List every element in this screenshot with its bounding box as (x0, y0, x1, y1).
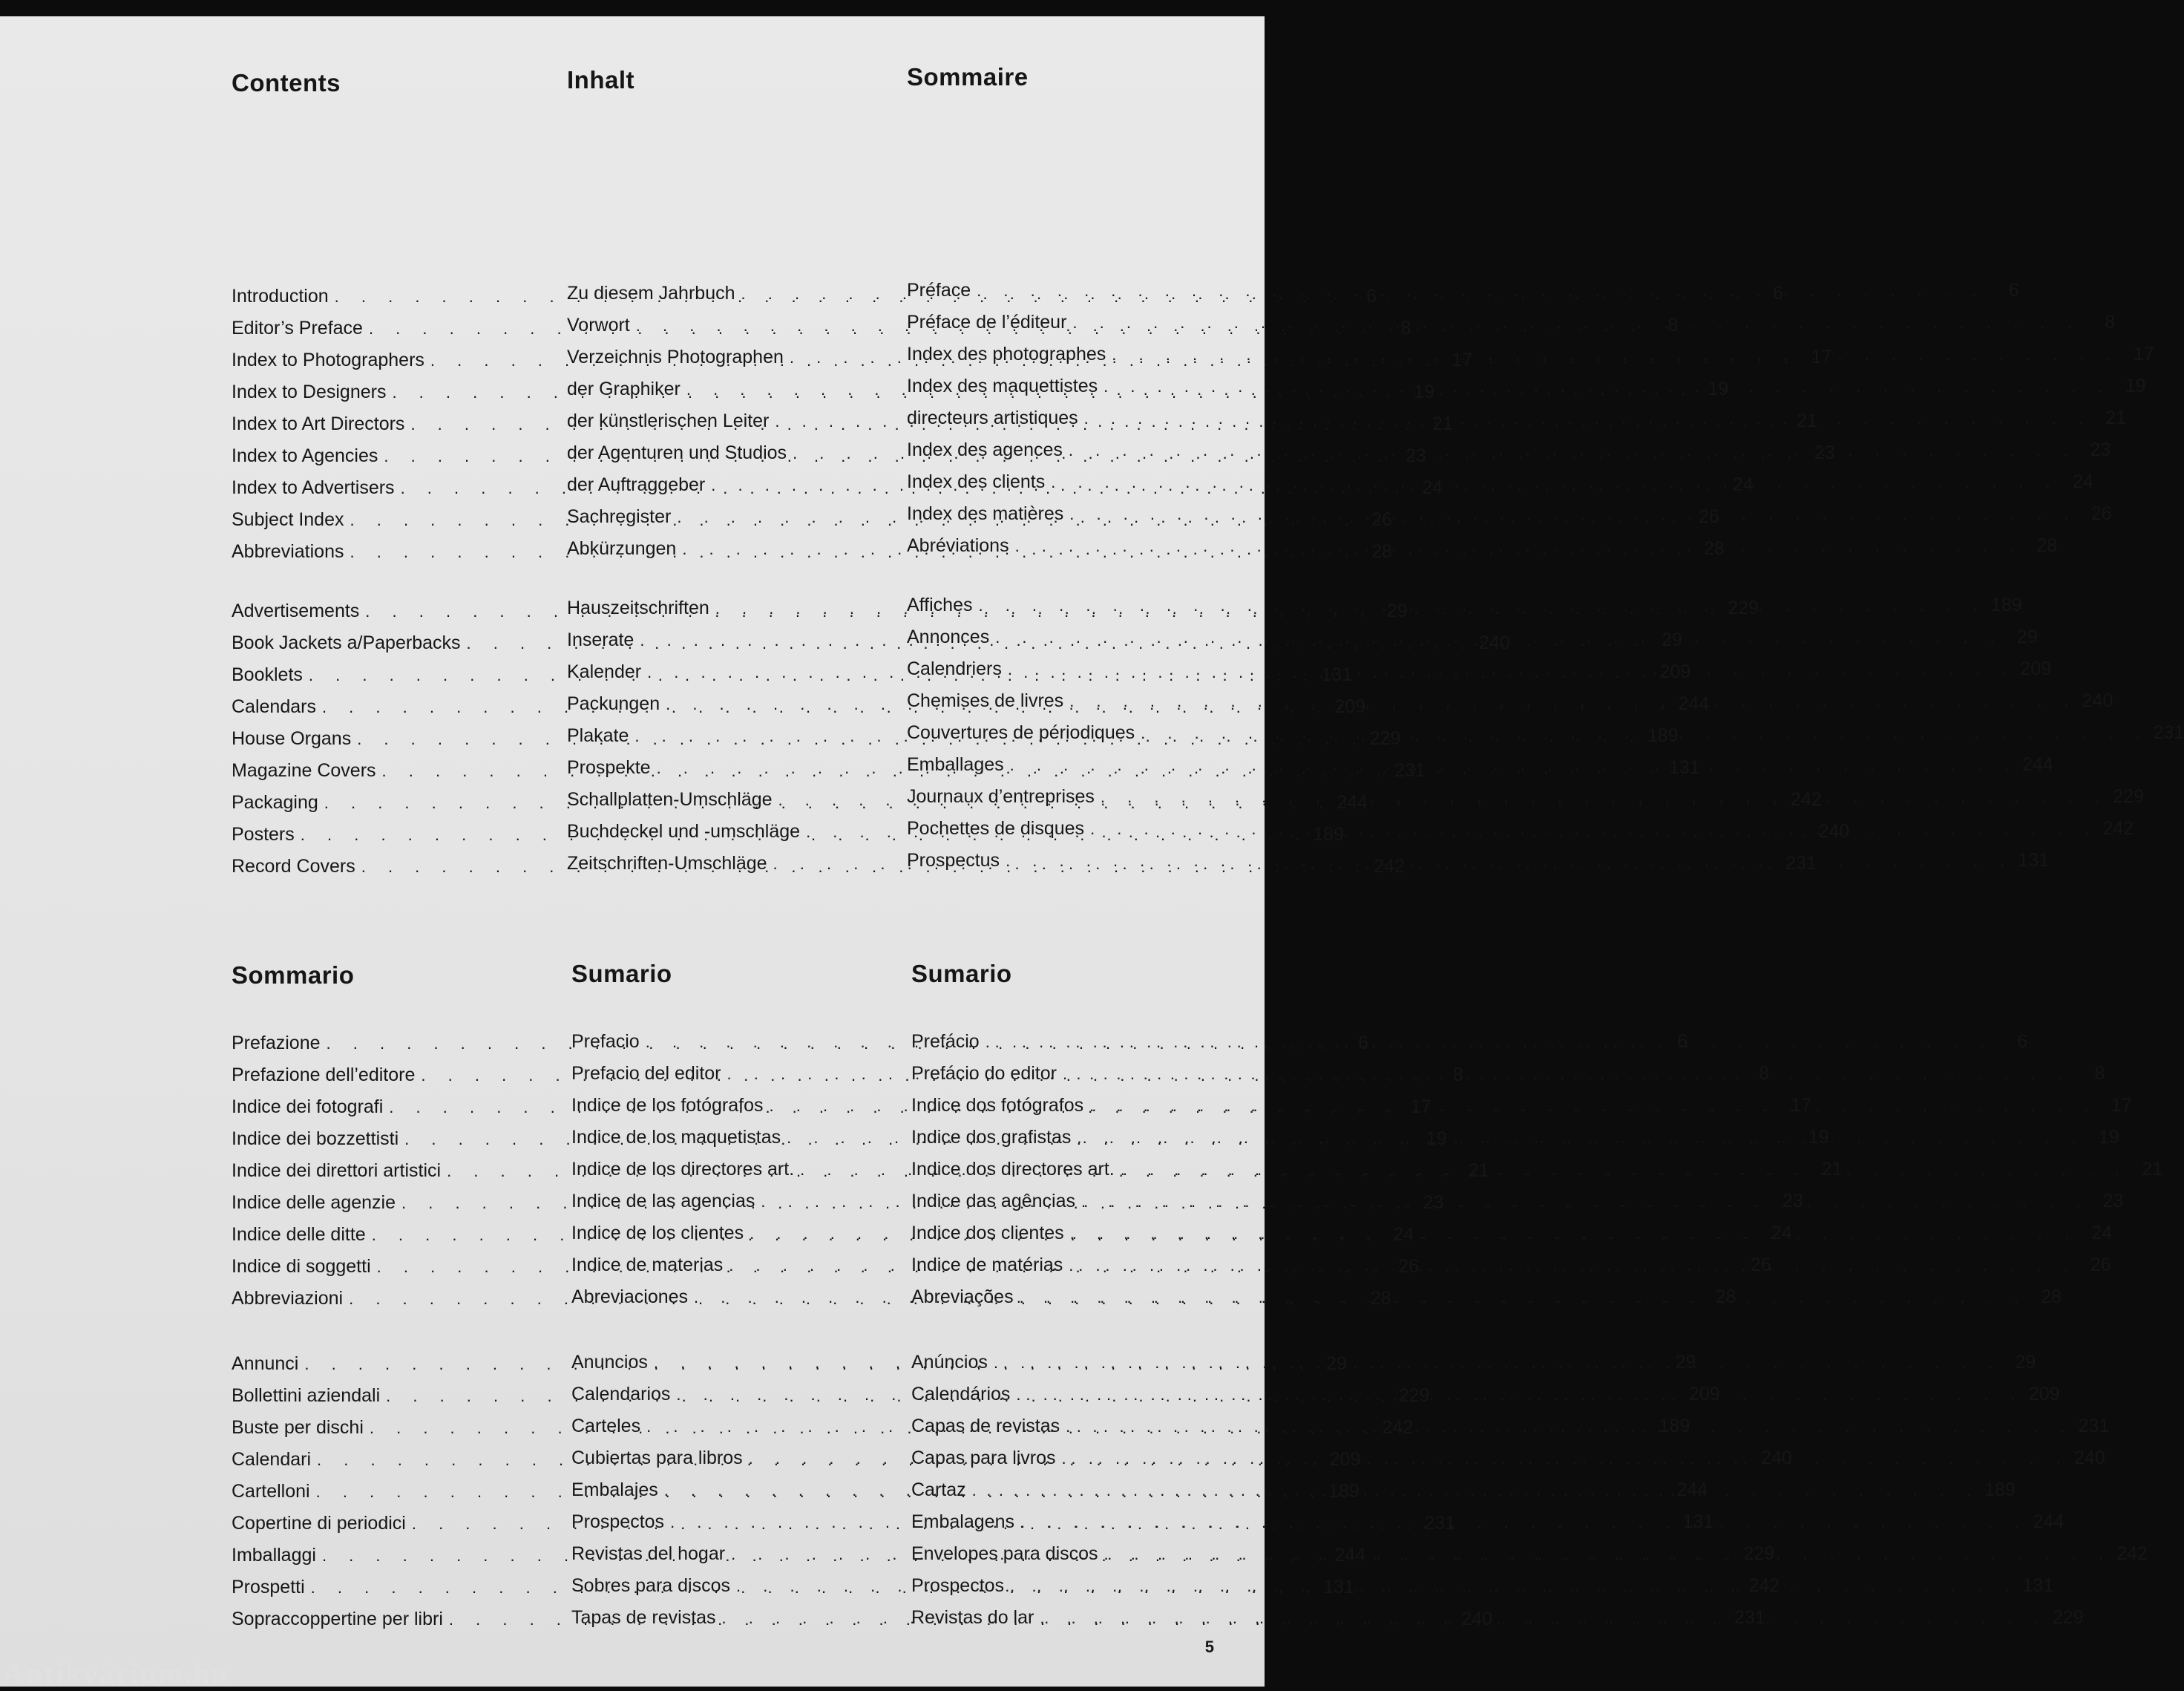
dot-leader (1069, 498, 2077, 530)
toc-entry-page-number: 21 (1821, 1159, 1843, 1180)
dot-leader (1062, 1442, 2070, 1474)
toc-entry-label: Calendars (232, 696, 316, 717)
toc-entry-page-number: 19 (2125, 376, 2146, 396)
toc-entry-label: Anuncios (571, 1352, 648, 1373)
toc-entry (911, 1026, 2028, 1058)
toc-entry-page-number: 21 (1432, 413, 1453, 434)
toc-entry-label: Prefacio (571, 1031, 640, 1052)
toc-entry-page-number: 6 (1366, 286, 1377, 307)
toc-entry-label: Index des clients (907, 471, 1046, 492)
dot-leader (978, 589, 1986, 621)
toc-entry-label: der Graphiker (567, 379, 681, 399)
dot-leader (1084, 402, 2092, 434)
toc-entry-label: Index des maquettistes (907, 376, 1098, 396)
toc-entry-page-number: 17 (1410, 1096, 1432, 1117)
toc-group-indexes (907, 275, 2154, 562)
toc-entry-label: Indice de los clientes (571, 1223, 744, 1243)
toc-entry-page-number: 8 (2094, 1063, 2105, 1084)
toc-entry-label: Abreviaciones (571, 1286, 689, 1307)
dot-leader (1104, 1538, 2112, 1570)
dot-leader (1015, 530, 2023, 562)
toc-entry (907, 275, 2019, 307)
toc-entry-label: Indice dos directores art. (911, 1159, 1115, 1180)
toc-entry (911, 1281, 2062, 1313)
toc-entry-label: Buchdeckel und -umschläge (567, 821, 801, 842)
toc-entry-label: Abkürzungen (567, 538, 677, 559)
toc-entry-label: Cubiertas para libros (571, 1448, 743, 1468)
toc-entry-page-number: 242 (1790, 789, 1822, 810)
toc-entry (911, 1249, 2111, 1281)
toc-entry-page-number: 17 (2111, 1095, 2132, 1116)
toc-entry-label: Couvertures de périodiques (907, 722, 1135, 743)
toc-entry-label: Index to Agencies (232, 445, 378, 466)
toc-entry-page-number: 23 (2090, 439, 2111, 460)
toc-entry-page-number: 242 (2102, 818, 2134, 839)
toc-entry-label: Capas de revistas (911, 1416, 1060, 1436)
toc-entry-page-number: 23 (1783, 1191, 1803, 1211)
toc-entry-label: Annunci (232, 1353, 299, 1374)
toc-entry-page-number: 28 (2036, 535, 2058, 556)
toc-entry-label: Abbreviazioni (232, 1288, 344, 1309)
toc-entry (907, 498, 2112, 530)
toc-entry-label: Prospekte (567, 757, 651, 778)
section-sommaire (907, 61, 2184, 871)
section-heading: Sommario (232, 961, 355, 989)
toc-entry-page-number: 231 (2078, 1416, 2110, 1436)
dot-leader (994, 1347, 2001, 1378)
dot-leader (1101, 781, 2108, 813)
toc-entry-label: Record Covers (232, 856, 355, 877)
toc-group-indexes (911, 1026, 2163, 1313)
toc-entry-label: Imballaggi (232, 1545, 316, 1566)
toc-entry-page-number: 23 (1406, 445, 1426, 466)
toc-entry-label: Buste per dischi (232, 1417, 364, 1438)
toc-entry-label: Emballages (907, 754, 1004, 775)
toc-entry-page-number: 28 (1715, 1286, 1737, 1307)
dot-leader (972, 1474, 1980, 1506)
toc-entry-page-number: 8 (1400, 318, 1411, 338)
toc-entry-label: Index to Advertisers (232, 477, 395, 498)
toc-entry (907, 370, 2146, 402)
toc-entry-label: Zeitschriften-Umschläge (567, 853, 767, 874)
toc-entry-label: Prefazione (232, 1033, 321, 1053)
toc-entry-label: Revistas del hogar (571, 1543, 726, 1564)
toc-entry-label: Packaging (232, 792, 318, 813)
toc-entry (907, 338, 2154, 370)
toc-entry-page-number: 131 (1321, 664, 1353, 685)
toc-entry-page-number: 24 (2091, 1223, 2113, 1243)
toc-entry-page-number: 240 (2073, 1448, 2105, 1468)
toc-entry-label: Inserate (567, 629, 634, 650)
toc-entry-label: Indice de los directores art. (571, 1159, 795, 1180)
toc-entry-label: Indice dei bozzettisti (232, 1128, 399, 1149)
toc-entry-label: Calendari (232, 1449, 312, 1470)
toc-entry-page-number: 17 (1811, 347, 1832, 367)
toc-entry (907, 466, 2093, 498)
toc-entry-page-number: 19 (1426, 1128, 1447, 1149)
toc-entry-page-number: 131 (1669, 757, 1700, 778)
toc-entry-label: Index des matières (907, 503, 1064, 524)
toc-entry-page-number: 26 (1750, 1255, 1771, 1275)
toc-entry-page-number: 209 (1329, 1449, 1361, 1470)
toc-entry-page-number: 242 (2116, 1543, 2148, 1564)
dot-leader (1006, 845, 2013, 877)
dot-leader (1010, 749, 2018, 781)
toc-entry-page-number: 231 (1734, 1607, 1765, 1628)
toc-entry-page-number: 229 (1743, 1543, 1775, 1564)
toc-entry-label: Indice de materias (571, 1255, 724, 1275)
toc-entry-label: Envelopes para discos (911, 1543, 1098, 1564)
toc-entry-page-number: 209 (2028, 1384, 2060, 1404)
dot-leader (1063, 1058, 2070, 1090)
toc-entry-page-number: 23 (1814, 442, 1835, 463)
dot-leader (1070, 1217, 2078, 1249)
toc-entry-label: Indice dei fotografi (232, 1096, 384, 1117)
toc-entry-page-number: 21 (1468, 1160, 1489, 1181)
dot-leader (995, 621, 2003, 653)
toc-entry-label: Schallplatten-Umschläge (567, 789, 773, 810)
toc-entry-label: House Organs (232, 728, 352, 749)
toc-entry-label: der Auftraggeber (567, 474, 706, 495)
toc-entry-page-number: 8 (1452, 1064, 1463, 1085)
toc-entry-label: Magazine Covers (232, 760, 376, 781)
toc-entry-label: der Agenturen und Studios (567, 442, 787, 463)
toc-entry-label: Plakate (567, 725, 629, 746)
document-page (0, 16, 2184, 1687)
section-heading: Contents (232, 69, 341, 97)
toc-entry-label: Journaux d’entreprises (907, 786, 1095, 807)
toc-entry-label: Préface de l’éditeur (907, 312, 1067, 333)
toc-entry-page-number: 24 (1422, 477, 1443, 498)
toc-entry-page-number: 244 (2022, 754, 2053, 775)
toc-entry-page-number: 26 (1698, 506, 1719, 527)
toc-entry-label: Cartelloni (232, 1481, 310, 1502)
toc-entry (911, 1154, 2163, 1185)
toc-entry-label: Tapas de revistas (571, 1607, 716, 1628)
toc-entry-page-number: 8 (1759, 1063, 1769, 1084)
dot-leader (1069, 434, 2076, 466)
toc-entry-page-number: 29 (1325, 1353, 1347, 1374)
toc-entry-label: Revistas do lar (911, 1607, 1034, 1628)
toc-entry-page-number: 28 (1370, 1288, 1391, 1309)
toc-entry-label: Prefacio del editor (571, 1063, 721, 1084)
toc-entry-label: Indice de los maquetistas (571, 1127, 781, 1148)
dot-leader (1141, 717, 2148, 749)
toc-entry-page-number: 231 (2153, 722, 2184, 743)
toc-entry-page-number: 189 (1647, 725, 1679, 746)
toc-entry-page-number: 19 (1808, 1127, 1829, 1148)
toc-entry-label: Indice de matérias (911, 1255, 1063, 1275)
toc-entry-page-number: 229 (2113, 786, 2145, 807)
toc-entry-page-number: 29 (2015, 1352, 2036, 1373)
toc-entry-label: Indice dei direttori artistici (232, 1160, 442, 1181)
toc-entry-page-number: 209 (2020, 658, 2051, 679)
toc-entry-page-number: 23 (2102, 1191, 2124, 1211)
toc-entry-page-number: 242 (1748, 1575, 1780, 1596)
toc-entry-label: Prospectos (571, 1511, 665, 1532)
dot-leader (1020, 1281, 2027, 1313)
section-heading: Sommaire (907, 63, 1029, 91)
toc-entry-page-number: 29 (1675, 1352, 1696, 1373)
toc-entry-page-number: 17 (2133, 344, 2154, 364)
toc-entry-page-number: 6 (2017, 1031, 2028, 1052)
toc-entry-label: Prefazione dell’editore (232, 1064, 416, 1085)
toc-entry (907, 530, 2058, 562)
section-heading: Sumario (911, 960, 1012, 987)
toc-entry (907, 402, 2127, 434)
toc-entry (907, 434, 2111, 466)
toc-entry-page-number: 209 (1688, 1384, 1720, 1404)
section-heading: Inhalt (567, 66, 634, 94)
toc-entry-label: Indice de las agencias (571, 1191, 755, 1211)
toc-entry-label: Editor’s Preface (232, 318, 363, 338)
toc-entry-label: Index to Photographers (232, 350, 424, 370)
toc-entry-label: Index to Designers (232, 382, 387, 402)
toc-entry-page-number: 242 (1382, 1417, 1414, 1438)
toc-entry-page-number: 29 (1386, 601, 1408, 621)
toc-entry-page-number: 244 (2033, 1511, 2065, 1532)
dot-leader (1081, 1185, 2089, 1217)
toc-entry-label: Indice das agências (911, 1191, 1075, 1211)
toc-entry-page-number: 19 (1708, 379, 1729, 399)
toc-entry-page-number: 229 (1728, 598, 1759, 618)
toc-entry-label: Book Jackets a/Paperbacks (232, 632, 461, 653)
toc-entry-label: Cartaz (911, 1479, 966, 1500)
dot-leader (1104, 370, 2111, 402)
toc-entry (911, 1217, 2113, 1249)
toc-entry-page-number: 229 (1369, 728, 1401, 749)
toc-entry-label: Indice de los fotógrafos (571, 1095, 764, 1116)
toc-entry-page-number: 17 (1791, 1095, 1811, 1116)
toc-entry-label: Calendarios (571, 1384, 671, 1404)
toc-entry-page-number: 231 (1394, 760, 1426, 781)
toc-entry (911, 1347, 2036, 1378)
toc-entry-page-number: 24 (1393, 1224, 1414, 1245)
page-number: 5 (1204, 1638, 1214, 1656)
toc-entry-page-number: 189 (1984, 1479, 2016, 1500)
toc-entry-label: Vorwort (567, 315, 630, 336)
toc-entry-label: Kalender (567, 661, 642, 682)
toc-entry-label: Abbreviations (232, 541, 344, 562)
section-sumario-pt (911, 958, 2163, 1628)
toc-entry-page-number: 244 (1676, 1479, 1708, 1500)
toc-entry-label: Affiches (907, 595, 973, 615)
toc-entry-label: Index to Art Directors (232, 413, 405, 434)
dot-leader (1020, 1506, 2028, 1538)
toc-entry-label: Booklets (232, 664, 303, 685)
toc-entry-label: Abréviations (907, 535, 1009, 556)
toc-entry-page-number: 23 (1423, 1192, 1444, 1213)
toc-entry-label: Prefácio (911, 1031, 980, 1052)
toc-entry-label: Calendriers (907, 658, 1002, 679)
toc-entry-label: Anúncios (911, 1352, 988, 1373)
toc-entry-label: Zu diesem Jahrbuch (567, 283, 735, 304)
toc-entry-label: Pochettes de disques (907, 818, 1085, 839)
dot-leader (1112, 338, 2119, 370)
toc-entry (911, 1090, 2132, 1122)
toc-entry-label: Introduction (232, 286, 329, 307)
toc-entry-page-number: 28 (1371, 541, 1392, 562)
toc-entry-label: Carteles (571, 1416, 641, 1436)
toc-entry-page-number: 21 (1797, 411, 1817, 431)
dot-leader (1016, 1378, 2024, 1410)
toc-entry-page-number: 17 (1452, 350, 1473, 370)
toc-entry-page-number: 19 (1414, 382, 1434, 402)
toc-entry-page-number: 189 (1313, 824, 1344, 845)
toc-entry-page-number: 21 (2142, 1159, 2163, 1180)
toc-entry-page-number: 244 (1334, 1545, 1366, 1566)
toc-entry-page-number: 21 (2105, 408, 2127, 428)
toc-entry-page-number: 242 (1374, 856, 1405, 877)
watermark-text: Antikvárium.hu (3, 1657, 229, 1690)
toc-entry-page-number: 6 (1773, 283, 1783, 304)
toc-entry-page-number: 8 (2104, 312, 2115, 333)
toc-entry (911, 1058, 2105, 1090)
toc-entry-page-number: 209 (1334, 696, 1366, 717)
toc-entry-label: Advertisements (232, 601, 360, 621)
toc-entry (911, 1185, 2124, 1217)
toc-entry-label: der künstlerischen Leiter (567, 411, 770, 431)
toc-entry-label: Index des agences (907, 439, 1063, 460)
toc-entry-label: Calendários (911, 1384, 1011, 1404)
toc-entry-page-number: 131 (2018, 850, 2050, 871)
toc-entry-label: Préface (907, 280, 971, 301)
toc-entry-page-number: 29 (1661, 629, 1682, 650)
dot-leader (1069, 1249, 2076, 1281)
toc-entry-label: Copertine di periodici (232, 1513, 406, 1534)
dot-leader (1090, 813, 2098, 845)
toc-entry-label: Subject Index (232, 509, 344, 530)
toc-entry-label: Annonces (907, 627, 990, 647)
toc-entry-page-number: 24 (2072, 471, 2093, 492)
dot-leader (1008, 653, 2016, 685)
toc-entry-label: Prospectus (907, 850, 1000, 871)
toc-entry-label: Posters (232, 824, 295, 845)
toc-entry-label: Index des photographes (907, 344, 1106, 364)
toc-entry-page-number: 28 (2041, 1286, 2062, 1307)
toc-entry-page-number: 240 (1461, 1609, 1493, 1629)
toc-entry-label: Indice dos clientes (911, 1223, 1064, 1243)
toc-entry-page-number: 131 (1682, 1511, 1714, 1532)
toc-entry-page-number: 29 (2016, 627, 2038, 647)
dot-leader (986, 1026, 1993, 1058)
dot-leader (1077, 1122, 2085, 1154)
toc-entry-page-number: 6 (1677, 1031, 1688, 1052)
toc-entry-page-number: 26 (2090, 503, 2112, 524)
toc-entry-page-number: 244 (1337, 792, 1368, 813)
toc-entry-page-number: 189 (1990, 595, 2022, 615)
dot-leader (1040, 1602, 2047, 1634)
toc-entry-page-number: 8 (1667, 315, 1679, 336)
section-heading: Sumario (571, 960, 672, 987)
dot-leader (1066, 1410, 2073, 1442)
toc-entry-label: Capas para livros (911, 1448, 1056, 1468)
toc-entry-page-number: 209 (1659, 661, 1691, 682)
toc-entry-label: Abreviações (911, 1286, 1014, 1307)
toc-entry-page-number: 26 (2090, 1255, 2111, 1275)
toc-entry-label: Prospetti (232, 1577, 305, 1597)
dot-leader (1121, 1154, 2128, 1185)
toc-entry-label: Packungen (567, 693, 660, 714)
toc-entry-label: Embalagens (911, 1511, 1014, 1532)
toc-entry-label: Indice dos fotógrafos (911, 1095, 1084, 1116)
toc-entry-page-number: 240 (1761, 1448, 1792, 1468)
toc-entry-page-number: 240 (1818, 821, 1850, 842)
toc-entry-page-number: 24 (1732, 474, 1754, 495)
toc-entry-label: Indice delle ditte (232, 1224, 366, 1245)
dot-leader (1051, 466, 2059, 498)
dot-leader (1072, 307, 2080, 338)
toc-entry-page-number: 6 (2008, 280, 2019, 301)
toc-entry-label: directeurs artistiques (907, 408, 1078, 428)
toc-group-categories (911, 1347, 2148, 1634)
toc-entry-page-number: 229 (2052, 1607, 2084, 1628)
toc-entry-label: Prospectos (911, 1575, 1005, 1596)
toc-entry-page-number: 131 (2022, 1575, 2054, 1596)
toc-group-categories (907, 589, 2184, 877)
toc-entry-page-number: 240 (1478, 632, 1510, 653)
toc-entry-label: Chemises de livres (907, 690, 1064, 711)
toc-entry-label: Indice di soggetti (232, 1256, 371, 1277)
dot-leader (1089, 1090, 2097, 1122)
dot-leader (1069, 685, 2077, 717)
toc-entry (907, 307, 2115, 338)
toc-entry-label: Bollettini aziendali (232, 1385, 381, 1406)
toc-entry-label: Hauszeitschriften (567, 598, 709, 618)
toc-entry-page-number: 229 (1398, 1385, 1430, 1406)
toc-entry (911, 1122, 2119, 1154)
dot-leader (1010, 1570, 2018, 1602)
toc-entry-page-number: 231 (1424, 1513, 1456, 1534)
toc-entry-page-number: 231 (1785, 853, 1817, 874)
toc-entry-page-number: 244 (1678, 693, 1710, 714)
toc-entry-page-number: 189 (1328, 1481, 1360, 1502)
toc-entry-label: Indice dos grafistas (911, 1127, 1072, 1148)
toc-entry-page-number: 189 (1659, 1416, 1691, 1436)
toc-entry-label: Prefácio do editor (911, 1063, 1057, 1084)
toc-entry-page-number: 28 (1703, 538, 1725, 559)
toc-entry-label: Sachregister (567, 506, 672, 527)
toc-entry-page-number: 240 (2082, 690, 2114, 711)
toc-entry-page-number: 19 (2099, 1127, 2119, 1148)
toc-entry-label: Verzeichnis Photographen (567, 347, 784, 367)
toc-entry-page-number: 26 (1398, 1256, 1420, 1277)
toc-entry-page-number: 131 (1323, 1577, 1354, 1597)
dot-leader (977, 275, 1984, 307)
toc-entry-label: Embalajes (571, 1479, 658, 1500)
toc-entry-page-number: 26 (1371, 509, 1392, 530)
toc-entry-page-number: 6 (1358, 1033, 1368, 1053)
toc-entry-label: Indice delle agenzie (232, 1192, 396, 1213)
toc-entry-label: Sobres para discos (571, 1575, 731, 1596)
toc-entry-page-number: 24 (1771, 1223, 1792, 1243)
toc-entry-label: Sopraccoppertine per libri (232, 1609, 443, 1629)
